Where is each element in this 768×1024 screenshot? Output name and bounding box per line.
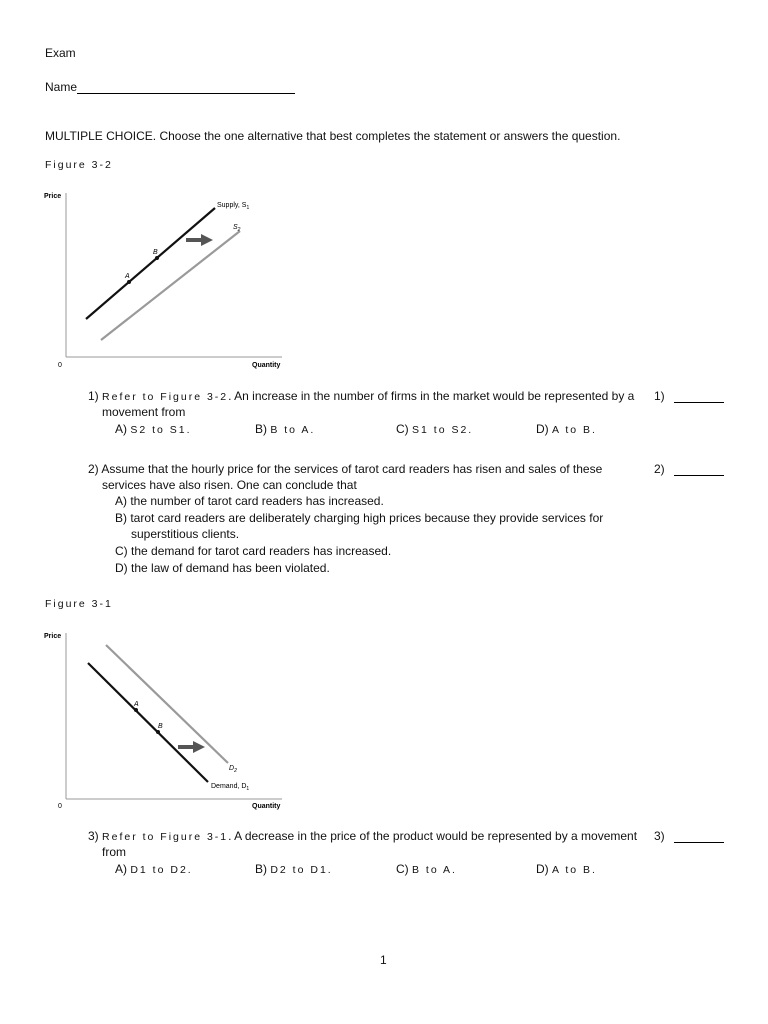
figure-3-2-chart bbox=[40, 185, 290, 375]
figure-3-2-label: Figure 3-2 bbox=[45, 159, 113, 171]
page-number: 1 bbox=[380, 953, 387, 967]
question-1-stem: 1) Refer to Figure 3-2. An increase in the number of firms in the market would be represented by a bbox=[88, 389, 635, 403]
d2-label: $D_2$ bbox=[229, 765, 237, 774]
answer-1[interactable]: 1) bbox=[654, 389, 724, 403]
name-label: Name bbox=[45, 80, 78, 94]
choice-1c[interactable]: C) S1 to S2. bbox=[396, 422, 474, 436]
choice-1a[interactable]: A) S2 to S1. bbox=[115, 422, 192, 436]
shift-right-arrow-icon bbox=[178, 741, 205, 753]
question-3-ref: Refer to Figure 3-1 bbox=[102, 831, 229, 843]
price-axis-label: Price bbox=[44, 193, 62, 200]
choice-2a[interactable]: A) the number of tarot card readers has increased. bbox=[115, 494, 384, 508]
s2-label: $S_2$ bbox=[233, 224, 241, 233]
demand-curve-d2 bbox=[106, 645, 228, 763]
question-3-stem: 3) Refer to Figure 3-1. A decrease in the price of the product would be represented by a movement bbox=[88, 829, 638, 843]
point-a bbox=[134, 708, 138, 712]
answer-1-blank[interactable] bbox=[674, 390, 724, 403]
choice-1d[interactable]: D) A to B. bbox=[536, 422, 597, 436]
choice-2d[interactable]: D) the law of demand has been violated. bbox=[115, 561, 330, 575]
question-2-stem: 2) Assume that the hourly price for the services of tarot card readers has risen and sales of these bbox=[88, 462, 603, 476]
point-b bbox=[156, 730, 160, 734]
quantity-axis-label: Quantity bbox=[252, 362, 281, 369]
choice-3a[interactable]: A) D1 to D2. bbox=[115, 862, 193, 876]
figure-3-1-label: Figure 3-1 bbox=[45, 598, 113, 610]
point-b bbox=[155, 256, 159, 260]
name-blank[interactable] bbox=[77, 81, 295, 94]
question-1-ref: Refer to Figure 3-2 bbox=[102, 391, 229, 403]
section-title: MULTIPLE CHOICE. Choose the one alternative that best completes the statement or answers the question. bbox=[45, 129, 621, 143]
choice-3c[interactable]: C) B to A. bbox=[396, 862, 457, 876]
point-a-label: A bbox=[134, 701, 139, 708]
origin-label: 0 bbox=[58, 803, 62, 810]
name-line[interactable] bbox=[45, 80, 295, 94]
choice-2c[interactable]: C) the demand for tarot card readers has increased. bbox=[115, 544, 392, 558]
choice-3d[interactable]: D) A to B. bbox=[536, 862, 597, 876]
choice-1b[interactable]: B) B to A. bbox=[255, 422, 316, 436]
shift-right-arrow-icon bbox=[186, 234, 213, 246]
quantity-axis-label: Quantity bbox=[252, 803, 281, 810]
answer-3[interactable]: 3) bbox=[654, 829, 724, 843]
origin-label: 0 bbox=[58, 362, 62, 369]
d1-label: Demand, $D_1$ bbox=[211, 783, 250, 792]
point-a-label: A bbox=[125, 273, 130, 280]
answer-2-blank[interactable] bbox=[674, 463, 724, 476]
answer-2[interactable]: 2) bbox=[654, 462, 724, 476]
exam-label: Exam bbox=[45, 46, 76, 60]
figure-3-1-chart bbox=[40, 625, 290, 815]
choice-3b[interactable]: B) D2 to D1. bbox=[255, 862, 333, 876]
point-b-label: B bbox=[153, 249, 158, 256]
answer-3-blank[interactable] bbox=[674, 830, 724, 843]
point-a bbox=[127, 280, 131, 284]
choice-2b[interactable]: B) tarot card readers are deliberately charging high prices because they provide services for bbox=[115, 511, 604, 525]
choice-2b-cont: superstitious clients. bbox=[131, 527, 240, 541]
demand-curve-d1 bbox=[88, 663, 208, 782]
s1-label: Supply, $S_1$ bbox=[217, 202, 250, 211]
point-b-label: B bbox=[158, 723, 163, 730]
price-axis-label: Price bbox=[44, 633, 62, 640]
